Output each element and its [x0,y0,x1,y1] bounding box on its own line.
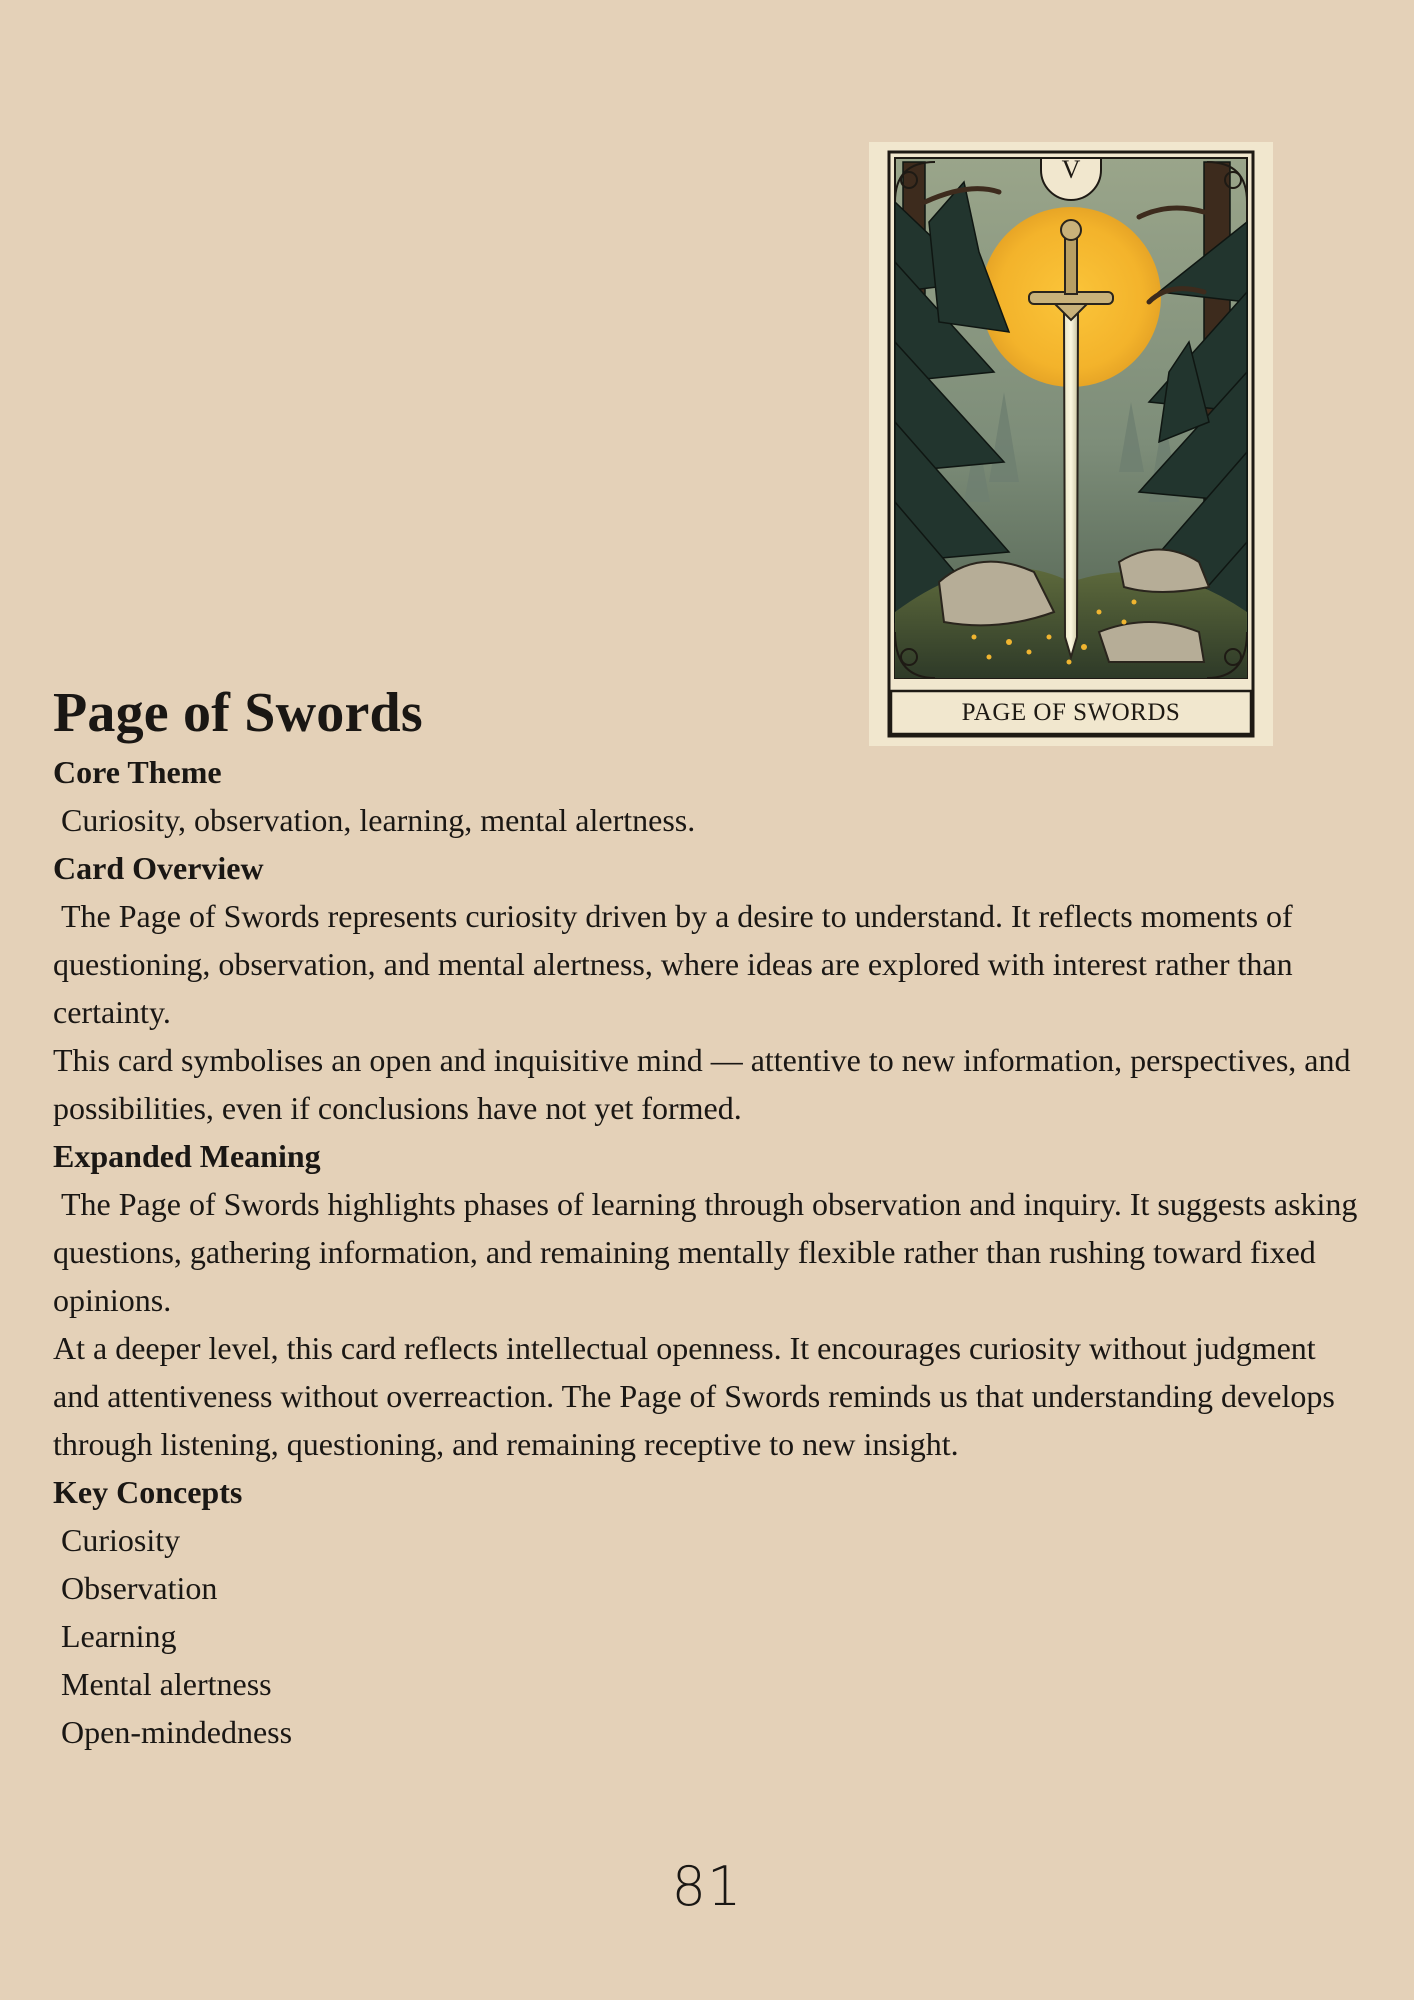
page-number: 81 [671,1855,743,1918]
key-concepts-heading: Key Concepts [53,1474,243,1510]
key-concept-item: Observation [53,1570,218,1606]
tarot-card-illustration [869,142,1273,746]
expanded-meaning-paragraph: The Page of Swords highlights phases of learning through observation and inquiry. It suggests asking questions, gathering information, and remaining mentally flexible rather than rushing toward fixed opinions. [53,1186,1366,1318]
key-concept-item: Mental alertness [53,1666,272,1702]
page-title: Page of Swords [53,682,423,744]
key-concept-item: Curiosity [53,1522,181,1558]
card-name-plate: PAGE OF SWORDS [961,698,1181,726]
tarot-card-image [869,142,1273,746]
core-theme-heading: Core Theme [53,754,222,790]
card-numeral: V [1061,155,1081,184]
expanded-meaning-paragraph: At a deeper level, this card reflects intellectual openness. It encourages curiosity without judgment and attentiveness without overreaction. The Page of Swords reminds us that understanding develops through listening, questioning, and remaining receptive to new insight. [53,1330,1343,1462]
card-overview-paragraph: This card symbolises an open and inquisitive mind — attentive to new information, perspectives, and possibilities, even if conclusions have not yet formed. [53,1042,1359,1126]
key-concept-item: Learning [53,1618,177,1654]
key-concept-item: Open-mindedness [53,1714,293,1750]
card-overview-heading: Card Overview [53,850,264,886]
card-overview-paragraph: The Page of Swords represents curiosity driven by a desire to understand. It reflects moments of questioning, observation, and mental alertness, where ideas are explored with interest rather than certainty. [53,898,1301,1030]
card-description [53,678,1366,1756]
expanded-meaning-heading: Expanded Meaning [53,1138,321,1174]
core-theme-text: Curiosity, observation, learning, mental alertness. [53,802,696,838]
key-concepts-list [53,1516,1363,1756]
